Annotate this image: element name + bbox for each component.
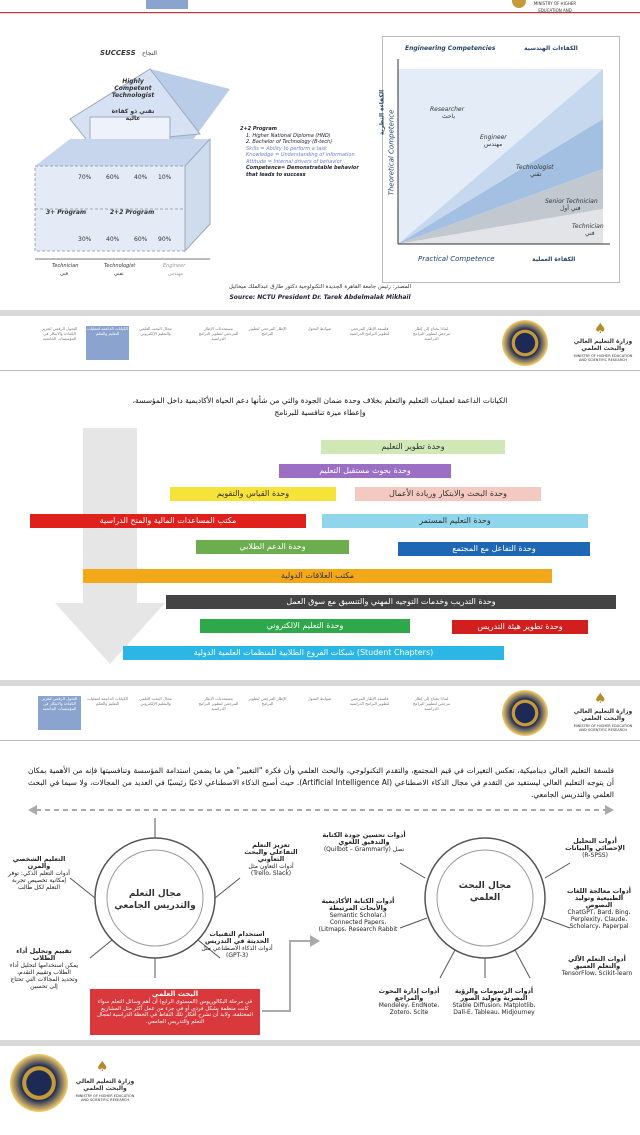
legend-title: 2+2 Program bbox=[240, 126, 277, 132]
ai-philosophy-paragraph: فلسفة التعليم العالي ديناميكية، تعكس التغيرات في قيم المجتمع، والتقدم التكنولوجي، والبحث العلمي وأن فكرة "التغيير" هي ما يضمن استدامة المؤسسة وتنافسيتها فإنه من الأهمية بمكان أن يتوجه التعليم العالي ليستفيد من التقدم في مجال الذكاء الاصطناعي (Artificial Intelligence AI). حيث أصبح الذكاء الاصطناعي لاعبًا رئيسيًا في العديد من المجالات، ولا سيما في البحث العلمي والتدريس الجامعي. bbox=[28, 766, 614, 799]
nav-tab-research-elearning[interactable]: مجال البحث العلمي والتعليم الإلكتروني bbox=[139, 326, 172, 336]
pct-bottom-2: 40% bbox=[106, 236, 120, 243]
base-label-engineer: Engineer bbox=[163, 263, 186, 269]
y-axis-title: Theoretical Competence bbox=[387, 109, 396, 196]
tool-writing-quality-title: أدوات تحسين جودة الكتابة والتدقيق اللغوي bbox=[322, 831, 406, 846]
tool-visualization-desc: Stable Diffusion، Matplotlib، Dall-E، Tableau، Midjourney bbox=[452, 1002, 536, 1016]
tool-nlp-generation-desc: ChatGPT، Bard، Bing، Perplexity، Claude، Scholarcy، Paperpal bbox=[567, 909, 631, 930]
house-top-face bbox=[35, 139, 210, 166]
top-emblem bbox=[512, 0, 526, 8]
tool-academic-writing bbox=[318, 898, 398, 933]
flow-arrow bbox=[55, 428, 165, 664]
top-strip bbox=[0, 0, 640, 13]
nav-tab-digital-transformation[interactable]: التحول الرقمي لتعزيز الكفاءة والابتكار في المؤسسات الجامعية bbox=[41, 326, 78, 341]
slide-competency-model bbox=[0, 14, 640, 310]
unit-career-training: وحدة التدريب وخدمات التوجيه المهني والتنسيق مع سوق العمل bbox=[166, 595, 616, 609]
pct-top-3: 40% bbox=[134, 174, 148, 181]
pct-bottom-4: 90% bbox=[158, 236, 172, 243]
unit-community-engagement: وحدة التفاعل مع المجتمع bbox=[398, 542, 590, 556]
nav-tab-supporting-entities[interactable]: الكيانات الداعمة لعمليات التعليم والتعلم bbox=[86, 326, 129, 360]
unit-research-innovation: وحدة البحث والابتكار وريادة الأعمال bbox=[355, 487, 541, 501]
legend-item-attitude: Attitude = Internal drivers of behavior bbox=[246, 158, 342, 165]
chart-title: Engineering Competencies bbox=[405, 45, 496, 52]
legend-item-skills: Skills = Ability to perform a task bbox=[246, 145, 327, 152]
tool-personalized-learning bbox=[8, 856, 70, 891]
tool-student-assessment bbox=[8, 948, 80, 990]
tool-interactive-learning-desc: أدوات التعاون مثل (Trello، Slack) bbox=[248, 863, 294, 877]
tool-writing-quality bbox=[322, 832, 406, 853]
unit-international-relations: مكتب العلاقات الدولية bbox=[83, 569, 552, 583]
research-note-text: في مرحلة البكالوريوس (المستوى الرابع) أن أهم وسائل التعلم سواء كانت منظمة بشكل فردي أو في جزء من عمل أكثر مثل المشاريع المختلفة، ولابد أن تشرح أفكار تلك النقاط في الخطة الدراسية لمجال التعلم والتدريس الجامعي. bbox=[96, 999, 254, 1025]
pct-top-4: 10% bbox=[158, 174, 172, 181]
base-label-technician-ar: فني bbox=[60, 271, 69, 277]
x-axis-title-ar: الكفاءة العملية bbox=[532, 256, 576, 263]
role-senior-technician-ar: فني أول bbox=[560, 205, 581, 212]
unit-future-education-research: وحدة بحوث مستقبل التعليم bbox=[279, 464, 451, 478]
role-engineer: Engineer bbox=[480, 134, 507, 141]
unit-continuing-education: وحدة التعليم المستمر bbox=[322, 514, 588, 528]
nav-tab-philosophy[interactable]: فلسفة الإطار المرجعي لتطوير البرامج الدراسية bbox=[349, 326, 390, 336]
research-note-box bbox=[90, 989, 260, 1035]
nav-tab-framework[interactable]: الإطار المرجعي لتطوير البرامج bbox=[248, 696, 287, 706]
legend-item-knowledge: Knowledge = Understanding of information bbox=[246, 152, 355, 158]
tool-statistical-analysis-desc: (R-SPSS) bbox=[582, 852, 608, 859]
tool-reference-management-title: أدوات إدارة البحوث والمراجع bbox=[378, 987, 440, 1002]
eagle-icon: ♠ bbox=[594, 321, 607, 337]
unit-education-development: وحدة تطوير التعليم bbox=[321, 440, 505, 454]
slide-ai-higher-education bbox=[0, 686, 640, 1040]
nav-tab-philosophy[interactable]: فلسفة الإطار المرجعي لتطوير البرامج الدراسية bbox=[349, 696, 390, 706]
competency-plot bbox=[398, 59, 610, 249]
role-engineer-ar: مهندس bbox=[484, 141, 503, 148]
unit-student-chapters: شبكات الفروع الطلابية للمنظمات العلمية الدولية (Student Chapters) bbox=[123, 646, 504, 660]
research-arrow bbox=[262, 931, 324, 1021]
ministry-name-ar: وزارة التعليم العالي والبحث العلمي bbox=[573, 708, 633, 722]
tool-machine-learning-desc: TensorFlow، Scikit-learn bbox=[561, 970, 633, 977]
tool-machine-learning-title: أدوات التعلم الآلي والتعلم العميق bbox=[568, 955, 626, 970]
nav-tab-why-framework[interactable]: لماذا نحتاج إلى إطار مرجعي لتطوير البرامج الدراسية bbox=[412, 696, 451, 711]
teaching-circle-title: مجال التعلم والتدريس الجامعي bbox=[114, 889, 196, 911]
x-axis-title: Practical Competence bbox=[418, 255, 495, 263]
tool-personalized-learning-desc: أدوات التعلم الذكي: توفر إمكانية تخصيص تجربة التعلم لكل طالب bbox=[8, 870, 70, 891]
tool-statistical-analysis-title: أدوات التحليل الإحصائي والبيانات bbox=[565, 837, 625, 852]
pct-bottom-3: 60% bbox=[134, 236, 148, 243]
pct-bottom-1: 30% bbox=[78, 236, 92, 243]
ministry-name-en: MINISTRY OF HIGHER EDUCATION AND SCIENTIFIC RESEARCH bbox=[573, 354, 633, 362]
role-technologist: Technologist bbox=[516, 164, 554, 171]
role-senior-technician: Senior Technician bbox=[545, 198, 598, 205]
tool-writing-quality-desc: نصل (Quilbot – Grammarly) bbox=[323, 846, 405, 853]
nav-tab-research-elearning[interactable]: مجال البحث العلمي والتعليم الإلكتروني bbox=[139, 696, 172, 706]
top-nav-active-tab bbox=[146, 0, 188, 9]
footer-slide bbox=[0, 1046, 640, 1135]
unit-student-support: وحدة الدعم الطلابي bbox=[196, 540, 349, 554]
nav-tab-framework-updates[interactable]: مستحدثات الإطار المرجعي لتطوير البرامج الدراسية bbox=[198, 696, 239, 711]
eagle-icon: ♠ bbox=[594, 691, 607, 707]
footer-emblem bbox=[10, 1054, 68, 1112]
unit-measurement-evaluation: وحدة القياس والتقويم bbox=[170, 487, 336, 501]
ministry-name-ar: وزارة التعليم العالي والبحث العلمي bbox=[573, 338, 633, 352]
role-technologist-ar: تقني bbox=[530, 171, 542, 178]
tool-personalized-learning-title: التعليم الشخصي والمرن bbox=[12, 855, 66, 870]
pct-top-2: 60% bbox=[106, 174, 120, 181]
legend-item-competence: Competence= Demonstratable behavior that leads to success bbox=[246, 165, 359, 178]
chart-title-ar: الكفاءات الهندسية bbox=[524, 45, 578, 52]
top-ministry-text: MINISTRY OF HIGHER EDUCATION AND bbox=[533, 1, 577, 13]
units-heading: الكيانات الداعمة لعمليات التعليم والتعلم بخلاف وحدة ضمان الجودة والتي من شأنها دعم الحياة الأكاديمية داخل المؤسسة، وإعطاء ميزة تنافسية للبرنامج bbox=[132, 396, 508, 417]
tool-modern-teaching-desc: أدوات الذكاء الاصطناعي مثل (GPT-3) bbox=[201, 945, 273, 959]
role-researcher-ar: باحث bbox=[442, 113, 456, 120]
source-ar: المصدر: رئيس جامعة القاهرة الجديدة التكنولوجية دكتور طارق عبدالملك ميخائيل bbox=[228, 284, 412, 290]
tool-machine-learning bbox=[560, 956, 634, 977]
tool-academic-writing-title: أدوات الكتابة الأكاديمية والأبحاث المرتبطة bbox=[321, 897, 395, 912]
research-note-title: البحث العلمي bbox=[151, 990, 199, 998]
pct-top-1: 70% bbox=[78, 174, 92, 181]
legend-item-btech: 2. Bachelor of Technology (B-tech) bbox=[246, 139, 333, 145]
nav-tab-controls[interactable]: ضوابط التحول bbox=[307, 696, 332, 701]
nav-bar bbox=[0, 316, 640, 371]
nav-bar bbox=[0, 686, 640, 741]
base-label-engineer-ar: مهندس bbox=[168, 271, 184, 277]
slide-supporting-units bbox=[0, 316, 640, 680]
university-emblem bbox=[502, 320, 548, 366]
roof-label-ar: تقني ذو كفاءة عالية bbox=[111, 108, 155, 122]
research-circle-title: مجال البحث العلمي bbox=[458, 881, 512, 903]
program-2plus2: 2+2 Program bbox=[110, 209, 155, 216]
nav-tab-digital-transformation[interactable]: التحول الرقمي لتعزيز الكفاءة والابتكار في المؤسسات الجامعية bbox=[38, 696, 81, 730]
base-label-technologist-ar: تقني bbox=[114, 271, 124, 277]
role-technician-ar: فني bbox=[585, 230, 595, 237]
footer-ministry-en: MINISTRY OF HIGHER EDUCATION AND SCIENTIFIC RESEARCH bbox=[75, 1094, 135, 1102]
tool-student-assessment-desc: يمكن استخدامها لتحليل أداء الطلاب وتقييم التقدم، وتحديد المجالات التي تحتاج إلى تحسين bbox=[9, 962, 79, 990]
success-title-ar: النجاح bbox=[142, 50, 157, 57]
unit-elearning: وحدة التعليم الالكتروني bbox=[200, 619, 410, 633]
footer-eagle-icon: ♠ bbox=[96, 1059, 109, 1075]
tool-interactive-learning-title: تعزيز التعلم التفاعلي والبحث التعاوني bbox=[244, 841, 298, 863]
roof-label: Highly Competent Technologist bbox=[111, 78, 155, 99]
nav-tab-framework[interactable]: الإطار المرجعي لتطوير البرامج bbox=[248, 326, 287, 336]
tool-student-assessment-title: تقييم وتحليل أداء الطلاب bbox=[16, 947, 72, 962]
tool-visualization bbox=[446, 988, 542, 1016]
tool-interactive-learning bbox=[240, 842, 302, 877]
split-arrow bbox=[28, 804, 614, 816]
source-en: Source: NCTU President Dr. Tarek Abdelmalak Mikhail bbox=[229, 294, 411, 301]
y-axis-title-ar: الكفاءة النظرية bbox=[378, 89, 386, 136]
nav-tab-why-framework[interactable]: لماذا نحتاج إلى إطار مرجعي لتطوير البرامج الدراسية bbox=[412, 326, 451, 341]
nav-tab-controls[interactable]: ضوابط التحول bbox=[307, 326, 332, 331]
footer-ministry-ar: وزارة التعليم العالي والبحث العلمي bbox=[75, 1078, 135, 1092]
base-label-technician: Technician bbox=[52, 263, 79, 269]
program-3plus: 3+ Program bbox=[46, 209, 87, 216]
tool-statistical-analysis bbox=[560, 838, 630, 859]
tool-reference-management bbox=[372, 988, 446, 1016]
role-researcher: Researcher bbox=[430, 106, 465, 113]
role-technician: Technician bbox=[572, 223, 604, 230]
nav-tab-supporting-entities[interactable]: الكيانات الداعمة لعمليات التعليم والتعلم bbox=[87, 696, 128, 706]
base-label-technologist: Technologist bbox=[104, 263, 136, 269]
tool-nlp-generation bbox=[562, 888, 636, 930]
tool-academic-writing-desc: (Semantic Scholar، Connected Papers، Litmaps، Research Rabbit) bbox=[318, 912, 398, 933]
unit-financial-aid-office: مكتب المساعدات المالية والمنح الدراسية bbox=[30, 514, 306, 528]
tool-modern-teaching-title: استخدام التقنيات الحديثة في التدريس bbox=[205, 930, 269, 945]
ministry-name-en: MINISTRY OF HIGHER EDUCATION AND SCIENTIFIC RESEARCH bbox=[573, 724, 633, 732]
nav-tab-framework-updates[interactable]: مستحدثات الإطار المرجعي لتطوير البرامج الدراسية bbox=[198, 326, 239, 341]
tool-visualization-title: أدوات الرسومات والرؤية البصرية وتوليد الصور bbox=[454, 987, 534, 1002]
success-title: SUCCESS bbox=[100, 49, 136, 57]
unit-faculty-development: وحدة تطوير هيئة التدريس bbox=[452, 620, 588, 634]
tool-nlp-generation-title: أدوات معالجة اللغات الطبيعية وتوليد النصوص bbox=[566, 887, 632, 909]
program-legend bbox=[240, 126, 370, 178]
legend-item-hnd: 1. Higher National Diploma (HND) bbox=[246, 132, 331, 139]
tool-reference-management-desc: Mendeley، EndNote، Zotero، Scite bbox=[378, 1002, 440, 1016]
university-emblem bbox=[502, 690, 548, 736]
